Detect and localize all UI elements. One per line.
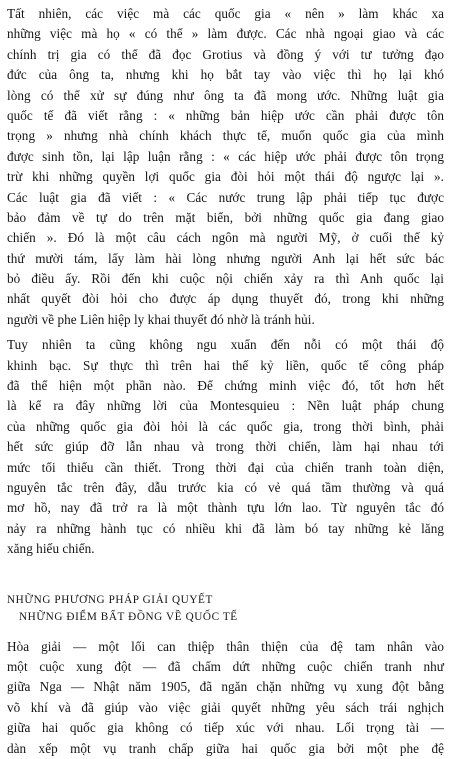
text-line: khinh bạc. Sự thực thì trên hai thế kỷ liền, quốc tế công pháp [7,357,444,373]
text-line: là kể ra đây những lời của Montesquieu : Nền luật pháp chung [7,398,444,414]
text-line: võ khí và đã giúp vào việc giải quyết những yêu sách trái nghịch [7,699,444,715]
text-line: Tất nhiên, các việc mà các quốc gia « nên » làm khác xa [7,6,444,21]
section-heading [7,592,444,626]
text-line: xăng hiếu chiến. [7,541,95,557]
document-page [7,4,444,756]
text-line: trừ khi những quyền lợi quốc gia đòi hỏi một thái độ ngược lại ». [7,169,444,185]
section-gap [7,560,444,592]
text-line: nguyên tắc trên đây, dẫu trước kia có vẻ quá tầm thường và quá [7,479,444,495]
text-line: mơ hồ, nay đã trở ra là một thành tựu lớn lao. Từ nguyên tắc đó [7,500,444,516]
text-line: thứ mười tám, lấy làm hài lòng nhưng người Anh lại hết sức bác [7,250,444,266]
paragraph-2 [7,335,444,559]
text-line: Các luật gia đã viết : « Các nước trung lập phải tiếp tục được [7,189,444,205]
text-line: quốc tế đã viết rằng : « những bản hiệp ước cần phải được tôn [7,107,444,123]
text-line: giữa Nga — Nhật năm 1905, đã ngăn chặn những vụ xung đột bằng [7,679,444,695]
paragraph-3 [7,637,444,759]
text-line: những việc mà họ « có thể » làm được. Các nhà ngoại giao và các [7,26,444,42]
heading-line-2: NHỮNG ĐIỂM BẤT ĐỒNG VỀ QUỐC TẾ [19,610,238,623]
text-line: nảy ra những hành tục có nhiều khi đã làm bó tay những kẻ lăng [7,520,444,536]
text-line: được sinh tồn, lại lập luận rằng : « các hiệp ước phải được tôn trọng [7,148,444,164]
text-line: người về phe Liên hiệp ly khai thuyết đó nhờ là tránh hủi. [7,311,315,327]
text-line: chiến ». Đó là một câu cách ngôn mà người Mỹ, ở cuối thế kỷ [7,230,444,246]
text-line: đã thể hiện một phần nào. Để chứng minh việc đó, tốt hơn hết [7,378,444,394]
text-line: mức tối thiểu cần thiết. Trong thời đại của chiến tranh toàn diện, [7,459,444,475]
text-line: của những quốc gia đòi hỏi là các quốc gia, trong thời bình, phải [7,418,444,434]
text-line: bỏ điều ấy. Rồi đến khi cuộc nội chiến xảy ra thì Anh quốc lại [7,271,444,287]
heading-gap [7,626,444,637]
text-line: Hòa giải — một lối can thiệp thân thiện của đệ tam nhân vào [7,638,444,654]
text-line: nhất quyết đòi hỏi cho được áp dụng thuyết đó, trong khi những [7,291,444,307]
heading-line-1: NHỮNG PHƯƠNG PHÁP GIẢI QUYẾT [7,593,213,606]
text-line: trọng » nhưng nhà chính khách thực tế, muốn quốc gia của mình [7,128,444,144]
text-line: Tuy nhiên ta cũng không ngu xuẩn đến nỗi có một thái độ [7,337,444,353]
text-line: đức của ông ta, nhưng khi họ bắt tay vào việc thì họ lại khó [7,67,444,83]
text-line: một cuộc xung đột — đã chấm dứt những cuộc chiến tranh như [7,658,444,674]
text-line: chính trị gia có thể đã đọc Grotius và đồng ý với tư tưởng đạo [7,46,444,62]
text-line: hết sức giúp đỡ lẫn nhau và trong thời chiến, làm hại nhau tới [7,439,444,455]
text-line: giữa hai quốc gia không có tiếp xúc với nhau. Lối trọng tài — [7,720,444,736]
text-line: bảo đảm về tự do trên mặt biển, bởi những quốc gia đang giao [7,209,444,225]
text-line: lòng có thể xử sự đúng như ông ta đã mong ước. Những luật gia [7,87,444,103]
text-line: dàn xếp một vụ tranh chấp giữa hai quốc gia bởi một phe đệ [7,740,444,756]
paragraph-1 [7,4,444,330]
